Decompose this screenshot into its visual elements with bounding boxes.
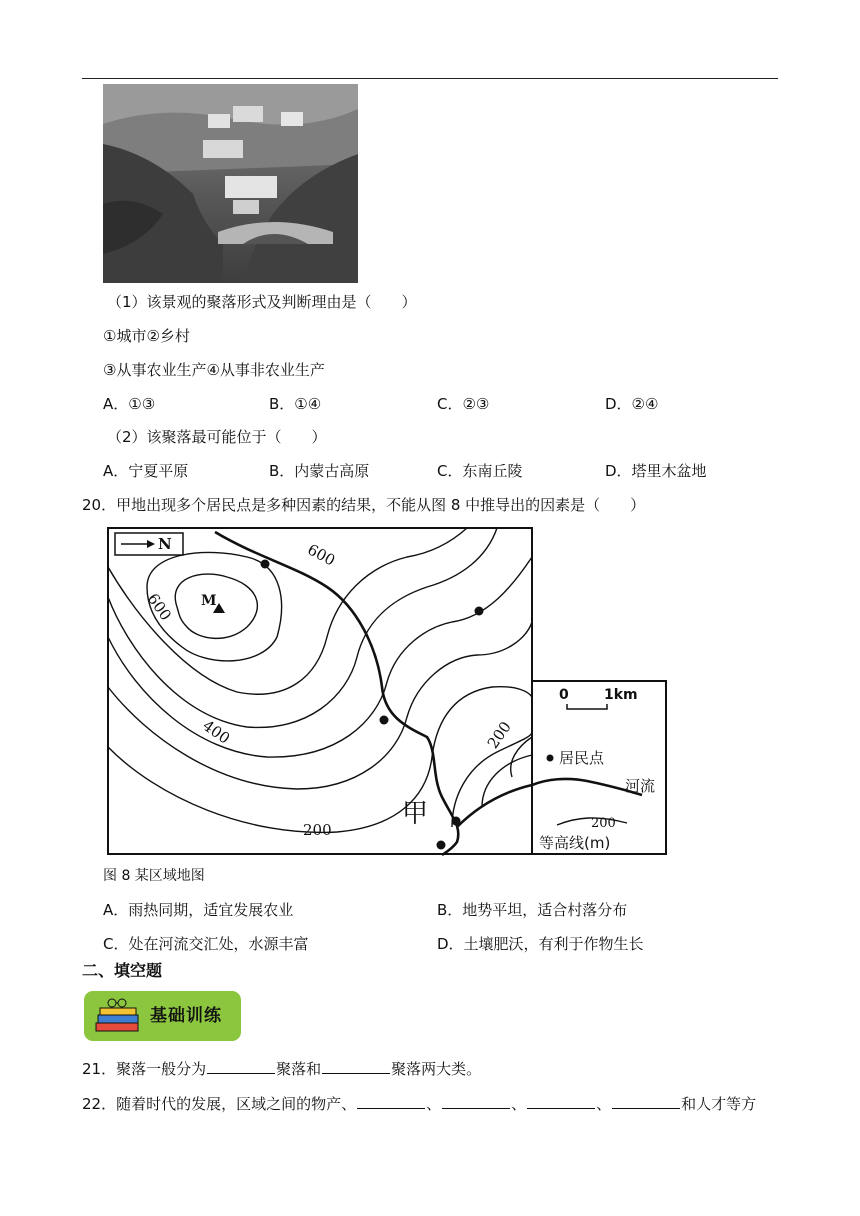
q19-sub1-option-b[interactable]: B．①④	[269, 395, 322, 413]
q19-sub1-line1: ①城市②乡村	[103, 327, 190, 345]
q20-option-d[interactable]: D．土壤肥沃，有利于作物生长	[437, 935, 644, 953]
contour-map	[107, 527, 668, 857]
peak-label: M	[201, 593, 217, 609]
section-fill-blank-title: 二、填空题	[82, 961, 163, 980]
q22-sep-2: 、	[511, 1095, 527, 1113]
q20-option-a[interactable]: A．雨热同期，适宜发展农业	[103, 901, 294, 919]
q22-blank-4[interactable]	[612, 1093, 680, 1109]
place-jia-label: 甲	[402, 799, 429, 829]
legend-river: 河流	[625, 777, 656, 795]
q19-sub2-option-d[interactable]: D．塔里木盆地	[605, 462, 707, 480]
contour-label-600-top: 600	[304, 540, 339, 570]
q22-blank-1[interactable]	[357, 1093, 425, 1109]
books-icon	[92, 997, 142, 1037]
q19-sub2-option-a[interactable]: A．宁夏平原	[103, 462, 189, 480]
q19-sub2-stem: （2）该聚落最可能位于（ ）	[107, 428, 327, 446]
q19-sub2-option-b[interactable]: B．内蒙古高原	[269, 462, 370, 480]
scale-label: 1km	[604, 687, 638, 703]
legend-contour: 等高线(m)	[539, 834, 611, 852]
legend-settlement: 居民点	[559, 749, 605, 767]
q22-blank-2[interactable]	[442, 1093, 510, 1109]
q21-blank-2[interactable]	[322, 1058, 390, 1074]
q19-sub1-line2: ③从事农业生产④从事非农业生产	[103, 361, 325, 379]
q19-sub1-option-c[interactable]: C．②③	[437, 395, 490, 413]
q19-sub1-option-a[interactable]: A．①③	[103, 395, 156, 413]
north-label: N	[158, 535, 172, 553]
contour-label-200-right: 200	[483, 718, 515, 752]
contour-label-200-bottom: 200	[303, 821, 332, 839]
header-rule	[82, 78, 778, 79]
basic-training-badge	[84, 991, 241, 1041]
q21-line	[82, 1058, 481, 1079]
q22-blank-3[interactable]	[527, 1093, 595, 1109]
legend-contour-value: 200	[591, 816, 616, 831]
badge-label: 基础训练	[150, 1006, 222, 1026]
contour-label-600-left: 600	[143, 590, 175, 624]
q19-sub1-stem: （1）该景观的聚落形式及判断理由是（ ）	[107, 293, 417, 311]
q20-option-c[interactable]: C．处在河流交汇处，水源丰富	[103, 935, 309, 953]
contour-label-400: 400	[199, 716, 234, 748]
q21-mid: 聚落和	[276, 1060, 322, 1078]
village-photo	[103, 84, 358, 283]
q21-prefix: 21．聚落一般分为	[82, 1060, 207, 1078]
q22-suffix: 和人才等方	[681, 1095, 757, 1113]
scale-zero: 0	[559, 687, 569, 703]
q22-prefix: 22．随着时代的发展，区域之间的物产、	[82, 1095, 357, 1113]
legend-settlement-dot	[547, 755, 554, 762]
q22-line	[82, 1093, 756, 1114]
q19-sub1-option-d[interactable]: D．②④	[605, 395, 659, 413]
q20-stem: 20．甲地出现多个居民点是多种因素的结果，不能从图 8 中推导出的因素是（ ）	[82, 496, 646, 514]
figure-caption: 图 8 某区域地图	[103, 868, 205, 884]
q20-option-b[interactable]: B．地势平坦，适合村落分布	[437, 901, 628, 919]
q19-sub2-option-c[interactable]: C．东南丘陵	[437, 462, 523, 480]
q22-sep-3: 、	[596, 1095, 612, 1113]
q21-blank-1[interactable]	[207, 1058, 275, 1074]
q21-suffix: 聚落两大类。	[391, 1060, 482, 1078]
q22-sep-1: 、	[426, 1095, 442, 1113]
